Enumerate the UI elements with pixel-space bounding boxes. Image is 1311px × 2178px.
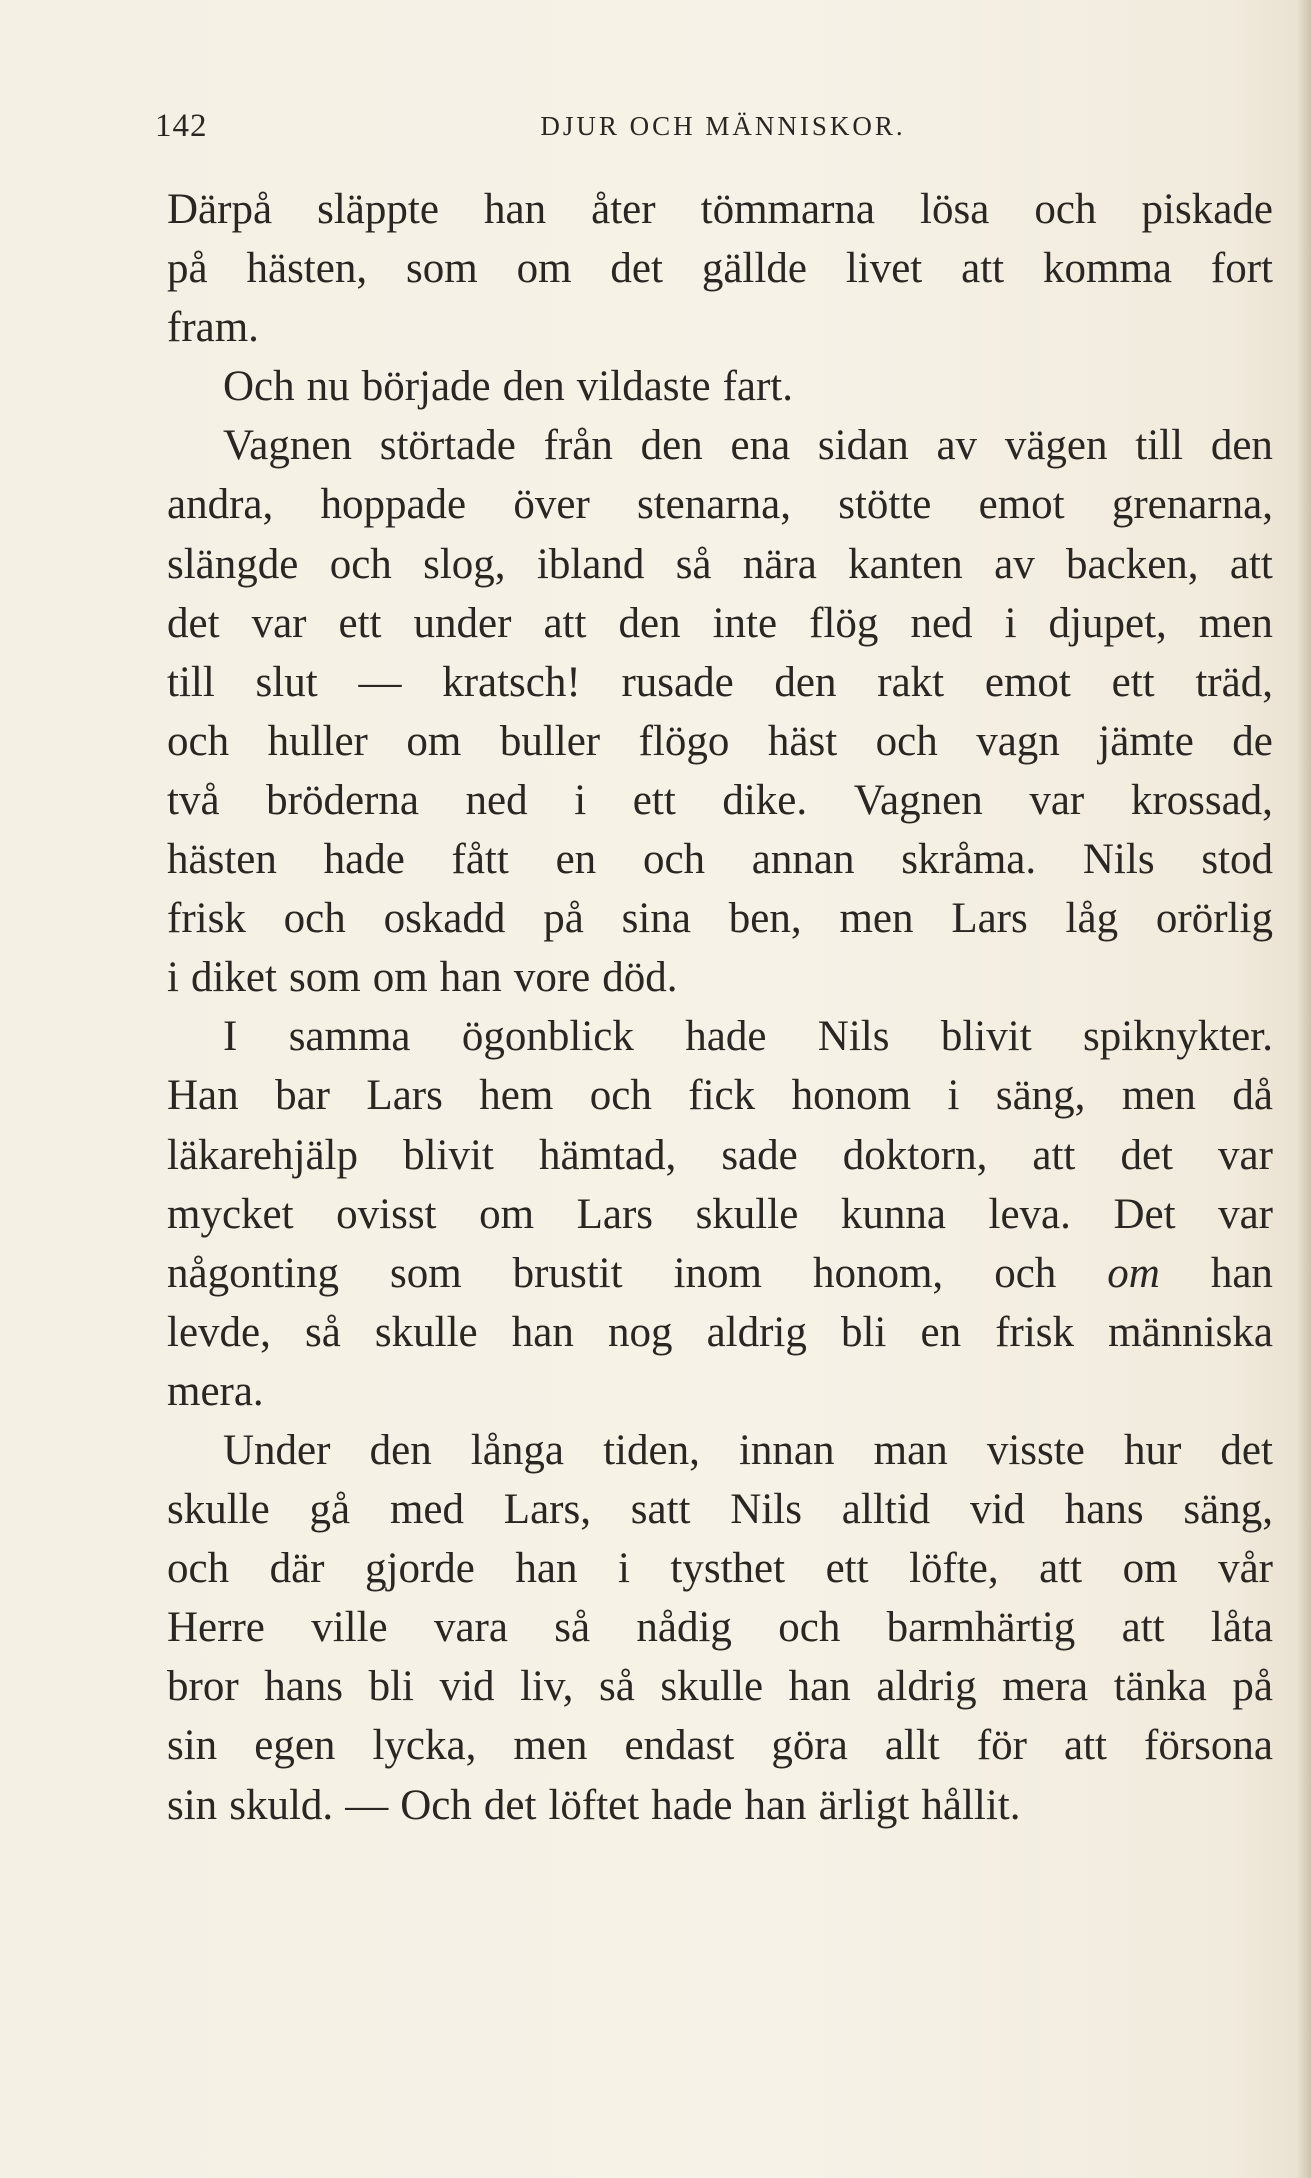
word: hämtad, bbox=[538, 1131, 677, 1179]
word: hållit. bbox=[921, 1781, 1021, 1829]
word: läkarehjälp bbox=[167, 1131, 359, 1179]
word: låg bbox=[1065, 895, 1119, 943]
word: det bbox=[1220, 1426, 1273, 1474]
word: ibland bbox=[536, 540, 645, 588]
word: att bbox=[1032, 1131, 1076, 1179]
word: I bbox=[223, 1013, 238, 1061]
word: om bbox=[479, 1190, 535, 1238]
word: om bbox=[1122, 1545, 1178, 1593]
word: aldrig bbox=[876, 1663, 977, 1711]
word: men bbox=[839, 895, 914, 943]
page-edge-shadow bbox=[1297, 0, 1311, 2178]
text-line bbox=[167, 1716, 1273, 1775]
text-line bbox=[167, 416, 1273, 475]
word: backen, bbox=[1066, 540, 1199, 588]
word: ned bbox=[910, 599, 973, 647]
word: rusade bbox=[621, 658, 734, 706]
word: lycka, bbox=[372, 1722, 477, 1770]
word: nu bbox=[306, 363, 350, 411]
text-line bbox=[167, 1244, 1273, 1303]
word: gällde bbox=[701, 245, 807, 293]
word: slut bbox=[255, 658, 318, 706]
word: det bbox=[610, 245, 663, 293]
word: skulle bbox=[167, 1486, 270, 1534]
word: lösa bbox=[920, 186, 990, 233]
word: ett bbox=[632, 776, 676, 824]
word: som bbox=[289, 954, 361, 1002]
word: om bbox=[1107, 1249, 1160, 1297]
text-line bbox=[167, 357, 1273, 416]
word: han bbox=[1210, 1249, 1273, 1297]
word: fått bbox=[451, 836, 509, 884]
word: ett bbox=[338, 599, 382, 647]
word: han bbox=[439, 954, 502, 1002]
word: den bbox=[1210, 422, 1273, 470]
word: inom bbox=[673, 1249, 762, 1297]
word: skråma. bbox=[901, 836, 1037, 884]
word: alltid bbox=[841, 1486, 931, 1534]
word: spiknykter. bbox=[1083, 1013, 1273, 1061]
word: bror bbox=[167, 1663, 239, 1711]
word: kunna bbox=[840, 1190, 946, 1238]
word: som bbox=[405, 245, 478, 293]
word: att bbox=[1121, 1604, 1165, 1652]
word: nådig bbox=[636, 1604, 732, 1652]
word: hem bbox=[479, 1072, 554, 1120]
word: hur bbox=[1123, 1426, 1182, 1474]
word: endast bbox=[624, 1722, 735, 1770]
word: Det bbox=[1113, 1190, 1176, 1238]
word: brustit bbox=[512, 1249, 623, 1297]
word: mycket bbox=[167, 1190, 294, 1238]
word: buller bbox=[499, 717, 601, 765]
word: det bbox=[1120, 1131, 1173, 1179]
text-line bbox=[167, 1126, 1273, 1185]
word: ett bbox=[825, 1545, 869, 1593]
word: vagn bbox=[976, 717, 1060, 765]
word: men bbox=[1198, 599, 1273, 647]
word: man bbox=[873, 1426, 948, 1474]
word: det bbox=[483, 1781, 537, 1829]
word: var bbox=[1218, 1190, 1273, 1238]
word: Lars bbox=[576, 1190, 653, 1238]
text-line bbox=[167, 1421, 1273, 1480]
text-line bbox=[167, 239, 1273, 298]
word: en bbox=[555, 836, 597, 884]
word: med bbox=[389, 1486, 464, 1534]
word: där bbox=[269, 1545, 325, 1593]
text-line bbox=[167, 535, 1273, 594]
word: den bbox=[502, 363, 565, 411]
word: hade bbox=[323, 836, 405, 884]
word: livet bbox=[845, 245, 923, 293]
word: och bbox=[329, 540, 392, 588]
word: säng, bbox=[995, 1072, 1086, 1120]
word: egen bbox=[254, 1722, 336, 1770]
word: hästen bbox=[167, 836, 277, 884]
word: gå bbox=[309, 1486, 351, 1534]
word: oskadd bbox=[383, 895, 506, 943]
word: flög bbox=[809, 599, 879, 647]
word: låta bbox=[1210, 1604, 1273, 1652]
word: Nils bbox=[1082, 836, 1155, 884]
word: och bbox=[589, 1072, 652, 1120]
word: sade bbox=[721, 1131, 798, 1179]
word: i bbox=[167, 954, 179, 1002]
text-line bbox=[167, 771, 1273, 830]
word: blivit bbox=[403, 1131, 494, 1179]
word: bli bbox=[840, 1308, 887, 1356]
word: slängde bbox=[167, 540, 299, 588]
word: började bbox=[361, 363, 491, 411]
word: försona bbox=[1144, 1722, 1273, 1770]
word: andra, bbox=[167, 481, 274, 529]
word: den bbox=[640, 422, 703, 470]
text-line bbox=[167, 712, 1273, 771]
word: till bbox=[167, 658, 215, 706]
word: om bbox=[372, 954, 428, 1002]
word: Han bbox=[167, 1072, 239, 1120]
word: av bbox=[994, 540, 1035, 588]
text-line bbox=[167, 475, 1273, 534]
word: vore bbox=[513, 954, 591, 1002]
word: löftet bbox=[548, 1781, 640, 1829]
word: sidan bbox=[817, 422, 909, 470]
word: vildaste bbox=[576, 363, 711, 411]
word: tysthet bbox=[670, 1545, 786, 1593]
word: samma bbox=[288, 1013, 411, 1061]
word: skulle bbox=[374, 1308, 478, 1356]
word: och bbox=[283, 895, 346, 943]
word: bli bbox=[368, 1663, 414, 1711]
text-line bbox=[167, 298, 1273, 357]
word: grenarna, bbox=[1111, 481, 1273, 529]
word: göra bbox=[771, 1722, 848, 1770]
word: sina bbox=[621, 895, 691, 943]
word: han bbox=[515, 1545, 578, 1593]
word: död. bbox=[602, 954, 678, 1002]
word: Därpå bbox=[167, 186, 273, 233]
word: han bbox=[744, 1781, 807, 1829]
word: levde, bbox=[167, 1308, 271, 1356]
word: två bbox=[167, 776, 220, 824]
word: men bbox=[1121, 1072, 1196, 1120]
word: stötte bbox=[838, 481, 932, 529]
word: doktorn, bbox=[842, 1131, 988, 1179]
word: ovisst bbox=[336, 1190, 437, 1238]
word: hans bbox=[264, 1663, 344, 1711]
word: dike. bbox=[722, 776, 808, 824]
word: störtade bbox=[379, 422, 516, 470]
word: till bbox=[1135, 422, 1184, 470]
text-line bbox=[167, 889, 1273, 948]
word: den bbox=[774, 658, 837, 706]
word: jämte bbox=[1098, 717, 1194, 765]
word: nära bbox=[742, 540, 817, 588]
body-text bbox=[167, 180, 1273, 1835]
word: av bbox=[936, 422, 978, 470]
word: visste bbox=[986, 1426, 1085, 1474]
word: vår bbox=[1218, 1545, 1273, 1593]
word: han bbox=[511, 1308, 574, 1356]
word: att bbox=[543, 599, 587, 647]
word: inte bbox=[712, 599, 778, 647]
word: mera bbox=[1002, 1663, 1089, 1711]
text-line bbox=[167, 1066, 1273, 1125]
text-line bbox=[167, 594, 1273, 653]
word: han bbox=[483, 186, 547, 233]
word: huller bbox=[267, 717, 368, 765]
word: flögo bbox=[638, 717, 730, 765]
word: emot bbox=[984, 658, 1071, 706]
word: sin bbox=[167, 1722, 218, 1770]
word: rakt bbox=[877, 658, 945, 706]
word: tänka bbox=[1113, 1663, 1207, 1711]
word: så bbox=[675, 540, 712, 588]
running-title: DJUR OCH MÄNNISKOR. bbox=[540, 111, 906, 141]
word: skuld. bbox=[229, 1781, 334, 1829]
word: Lars bbox=[366, 1072, 443, 1120]
word: fram. bbox=[167, 304, 259, 352]
word: orörlig bbox=[1155, 895, 1273, 943]
word: hans bbox=[1064, 1486, 1144, 1534]
word: från bbox=[543, 422, 613, 470]
word: häst bbox=[767, 717, 838, 765]
word: satt bbox=[630, 1486, 691, 1534]
word: ögonblick bbox=[461, 1013, 634, 1061]
word: för bbox=[976, 1722, 1027, 1770]
word: så bbox=[304, 1308, 341, 1356]
text-line bbox=[167, 653, 1273, 712]
word: nog bbox=[607, 1308, 673, 1356]
word: tiden, bbox=[603, 1426, 700, 1474]
word: kanten bbox=[848, 540, 963, 588]
word: krossad, bbox=[1130, 776, 1273, 824]
text-line bbox=[167, 1539, 1273, 1598]
word: och bbox=[875, 717, 938, 765]
word: ett bbox=[1111, 658, 1155, 706]
word: vara bbox=[433, 1604, 508, 1652]
word: i bbox=[947, 1072, 960, 1120]
word: gjorde bbox=[365, 1545, 475, 1593]
page-number: 142 bbox=[155, 108, 208, 144]
word: ned bbox=[465, 776, 528, 824]
word: Nils bbox=[730, 1486, 802, 1534]
word: Lars bbox=[951, 895, 1028, 943]
word: var bbox=[1218, 1131, 1273, 1179]
word: Nils bbox=[817, 1013, 890, 1061]
word: i bbox=[1004, 599, 1017, 647]
word: hästen, bbox=[246, 245, 368, 293]
word: över bbox=[513, 481, 590, 529]
word: och bbox=[167, 1545, 230, 1593]
word: människa bbox=[1108, 1308, 1273, 1356]
word: den bbox=[618, 599, 681, 647]
word: slog, bbox=[423, 540, 506, 588]
word: i bbox=[617, 1545, 630, 1593]
word: om bbox=[406, 717, 462, 765]
word: kratsch! bbox=[442, 658, 581, 706]
word: piskade bbox=[1141, 186, 1273, 233]
word: Och bbox=[400, 1781, 472, 1829]
text-line bbox=[167, 830, 1273, 889]
text-line bbox=[167, 1007, 1273, 1066]
word: frisk bbox=[995, 1308, 1075, 1356]
word: och bbox=[778, 1604, 841, 1652]
word: och bbox=[167, 717, 230, 765]
word: djupet, bbox=[1048, 599, 1167, 647]
word: Vagnen bbox=[223, 422, 352, 470]
word: leva. bbox=[988, 1190, 1071, 1238]
word: ville bbox=[311, 1604, 388, 1652]
text-line bbox=[167, 1657, 1273, 1716]
word: i bbox=[574, 776, 587, 824]
word: emot bbox=[978, 481, 1065, 529]
word: att bbox=[1064, 1722, 1107, 1770]
word: skulle bbox=[660, 1663, 764, 1711]
word: bar bbox=[275, 1072, 330, 1120]
word: åter bbox=[591, 186, 656, 233]
word: bröderna bbox=[266, 776, 419, 824]
word: den bbox=[369, 1426, 432, 1474]
word: — bbox=[345, 1781, 389, 1829]
word: vägen bbox=[1004, 422, 1108, 470]
word: träd, bbox=[1195, 658, 1273, 706]
text-line bbox=[167, 1185, 1273, 1244]
word: och bbox=[1034, 186, 1097, 233]
word: — bbox=[358, 658, 402, 706]
word: blivit bbox=[940, 1013, 1032, 1061]
word: släppte bbox=[317, 186, 439, 233]
word: vid bbox=[969, 1486, 1025, 1534]
word: på bbox=[1232, 1663, 1273, 1711]
word: löfte, bbox=[909, 1545, 999, 1593]
word: hade bbox=[651, 1781, 733, 1829]
word: vid bbox=[439, 1663, 495, 1711]
word: fart. bbox=[722, 363, 793, 411]
word: var bbox=[1029, 776, 1085, 824]
word: Lars, bbox=[503, 1486, 591, 1534]
text-line bbox=[167, 1362, 1273, 1421]
word: innan bbox=[738, 1426, 835, 1474]
word: och bbox=[642, 836, 706, 884]
word: då bbox=[1232, 1072, 1273, 1120]
word: en bbox=[920, 1308, 962, 1356]
word: de bbox=[1232, 717, 1273, 765]
word: allt bbox=[884, 1722, 940, 1770]
word: att bbox=[961, 245, 1005, 293]
word: stod bbox=[1201, 836, 1273, 884]
word: Under bbox=[223, 1426, 331, 1474]
word: så bbox=[554, 1604, 591, 1652]
word: han bbox=[788, 1663, 851, 1711]
word: sin bbox=[167, 1781, 218, 1829]
word: om bbox=[516, 245, 572, 293]
word: någonting bbox=[167, 1249, 339, 1297]
word: som bbox=[389, 1249, 462, 1297]
text-line bbox=[167, 1303, 1273, 1362]
word: det bbox=[167, 599, 220, 647]
text-line bbox=[167, 1776, 1273, 1835]
word: mera. bbox=[167, 1367, 264, 1415]
word: honom bbox=[791, 1072, 912, 1120]
word: liv, bbox=[520, 1663, 574, 1711]
word: under bbox=[413, 599, 512, 647]
text-line bbox=[167, 948, 1273, 1007]
word: hade bbox=[685, 1013, 767, 1061]
word: på bbox=[543, 895, 584, 943]
word: honom, bbox=[812, 1249, 944, 1297]
word: barmhärtig bbox=[886, 1604, 1076, 1652]
text-line bbox=[167, 180, 1273, 239]
word: att bbox=[1229, 540, 1273, 588]
running-head bbox=[155, 106, 1273, 146]
text-line bbox=[167, 1598, 1273, 1657]
word: tömmarna bbox=[700, 186, 875, 233]
word: fick bbox=[688, 1072, 756, 1120]
word: men bbox=[513, 1722, 588, 1770]
word: fort bbox=[1210, 245, 1273, 293]
word: Och bbox=[223, 363, 295, 411]
word: komma bbox=[1043, 245, 1172, 293]
word: och bbox=[994, 1249, 1057, 1297]
word: ben, bbox=[728, 895, 802, 943]
word: säng, bbox=[1183, 1486, 1273, 1534]
word: annan bbox=[751, 836, 855, 884]
text-line bbox=[167, 1480, 1273, 1539]
word: ärligt bbox=[818, 1781, 910, 1829]
word: på bbox=[167, 245, 208, 293]
word: långa bbox=[470, 1426, 564, 1474]
word: att bbox=[1039, 1545, 1083, 1593]
word: aldrig bbox=[706, 1308, 807, 1356]
word: Herre bbox=[167, 1604, 265, 1652]
word: så bbox=[599, 1663, 635, 1711]
word: var bbox=[251, 599, 307, 647]
word: diket bbox=[190, 954, 277, 1002]
word: Vagnen bbox=[853, 776, 983, 824]
word: hoppade bbox=[320, 481, 467, 529]
word: skulle bbox=[695, 1190, 799, 1238]
word: stenarna, bbox=[636, 481, 791, 529]
word: frisk bbox=[167, 895, 246, 943]
word: ena bbox=[730, 422, 791, 470]
